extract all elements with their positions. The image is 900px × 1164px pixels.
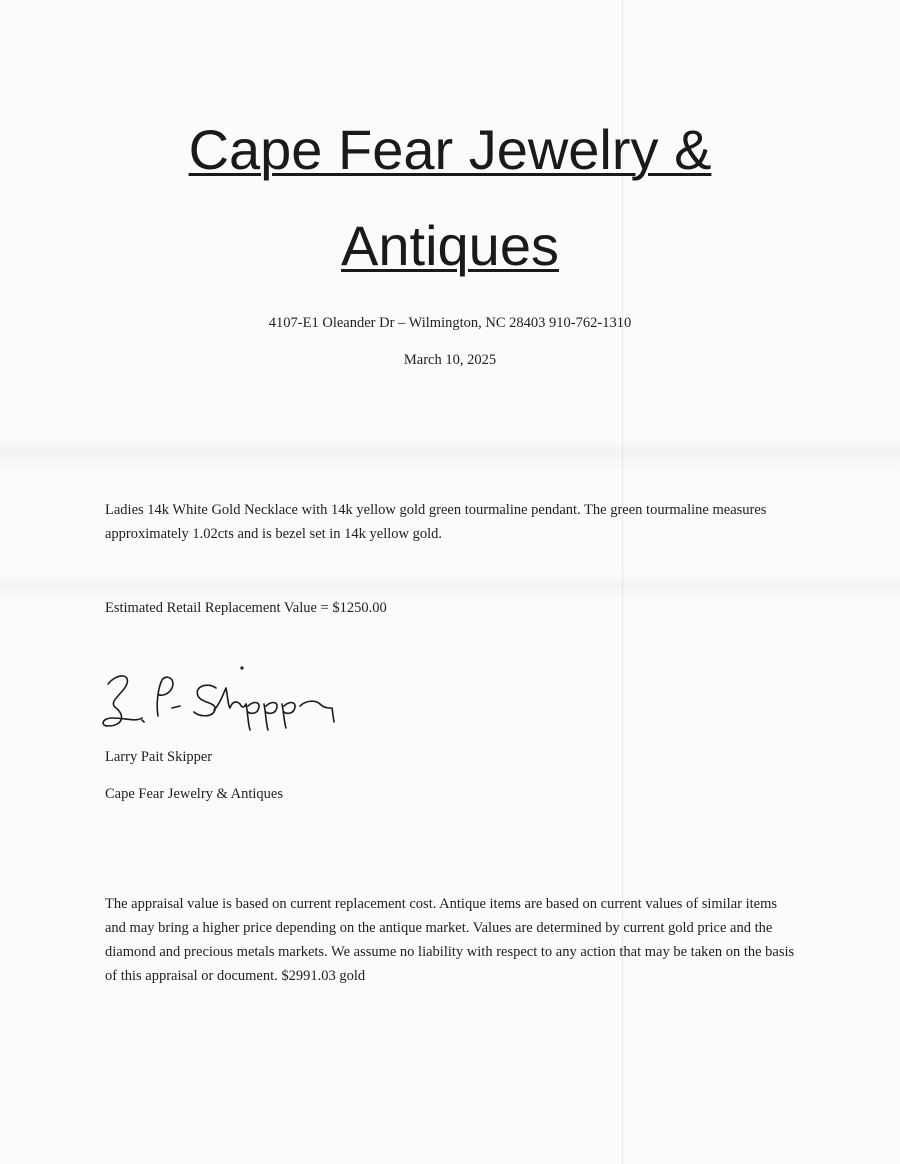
business-name-line-2-text: Antiques xyxy=(341,214,559,277)
appraisal-disclaimer: The appraisal value is based on current replacement cost. Antique items are based on current values of similar items and may bring a higher price depending on the antique market. Values are determined by current gold price and the diamond and precious metals markets. We assume no liability with respect to any action that may be taken on the basis of this appraisal or document. $2991.03 gold xyxy=(105,896,795,984)
business-name-line-1 xyxy=(0,118,900,182)
item-description: Ladies 14k White Gold Necklace with 14k yellow gold green tourmaline pendant. The green tourmaline measures approximately 1.02cts and is bezel set in 14k yellow gold. xyxy=(105,502,767,542)
business-name-line-1-text: Cape Fear Jewelry & xyxy=(188,118,712,181)
document-date: March 10, 2025 xyxy=(403,352,497,368)
signer-company: Cape Fear Jewelry & Antiques xyxy=(105,786,283,802)
business-address: 4107-E1 Oleander Dr – Wilmington, NC 28403 910-762-1310 xyxy=(268,315,632,331)
signer-name: Larry Pait Skipper xyxy=(105,749,213,765)
handwritten-signature xyxy=(96,664,346,744)
business-name-line-2 xyxy=(0,214,900,278)
replacement-value: Estimated Retail Replacement Value = $1250.00 xyxy=(105,600,387,616)
